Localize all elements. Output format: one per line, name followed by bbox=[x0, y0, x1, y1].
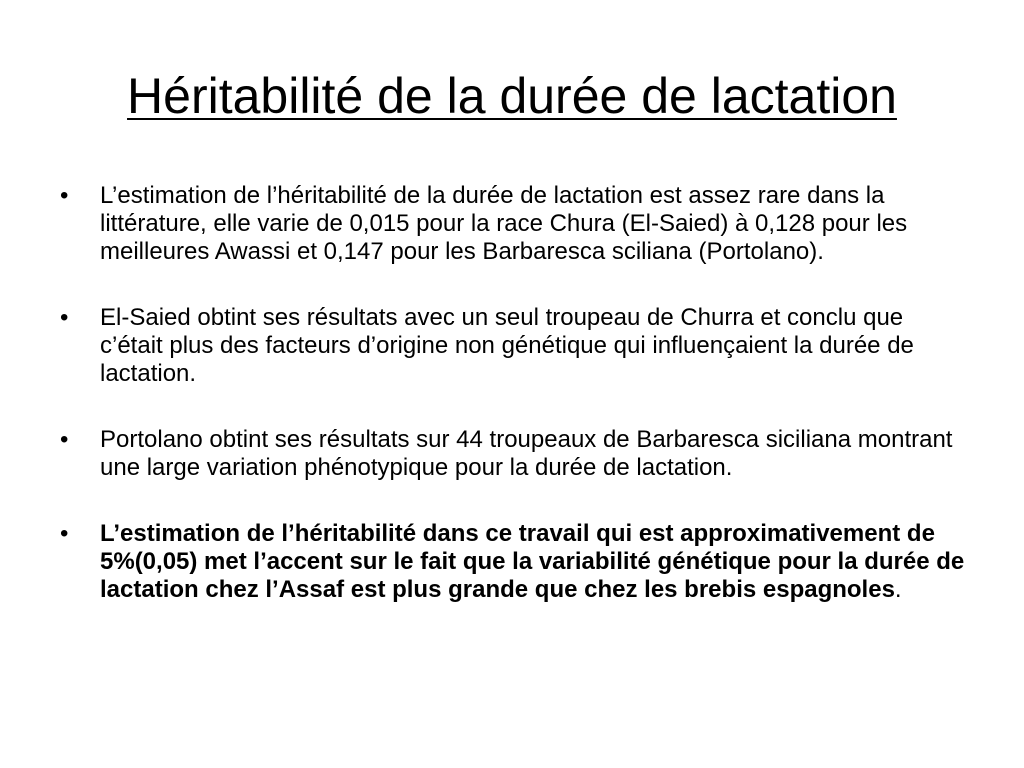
bullet-text-tail: . bbox=[894, 576, 902, 603]
slide-title: Héritabilité de la durée de lactation bbox=[127, 68, 897, 124]
bullet-marker: • bbox=[60, 520, 69, 547]
bullet-item-4 bbox=[58, 520, 968, 604]
bullet-text: Portolano obtint ses résultats sur 44 troupeaux de Barbaresca siciliana montrant une large variation phénotypique pour la durée de lactation. bbox=[100, 426, 953, 481]
bullet-marker: • bbox=[60, 182, 69, 209]
bullet-marker: • bbox=[60, 304, 69, 331]
bullet-marker: • bbox=[60, 426, 69, 453]
bullet-text: El-Saied obtint ses résultats avec un seul troupeau de Churra et conclu que c’était plus des facteurs d’origine non génétique qui influençaient la durée de lactation. bbox=[100, 304, 914, 387]
bullet-item-2 bbox=[58, 304, 968, 388]
bullet-item-3 bbox=[58, 426, 968, 482]
bullet-list bbox=[58, 182, 968, 642]
bullet-text-bold: L’estimation de l’héritabilité dans ce travail qui est approximativement de 5%(0,05) met l’accent sur le fait que la variabilité génétique pour la durée de lactation chez l’Assaf est plus grande que chez les brebis espagnoles bbox=[100, 520, 965, 603]
bullet-text: L’estimation de l’héritabilité de la durée de lactation est assez rare dans la littérature, elle varie de 0,015 pour la race Chura (El-Saied) à 0,128 pour les meilleures Awassi et 0,147 pour les Barbaresca sciliana (Portolano). bbox=[100, 182, 908, 265]
bullet-item-1 bbox=[58, 182, 968, 266]
